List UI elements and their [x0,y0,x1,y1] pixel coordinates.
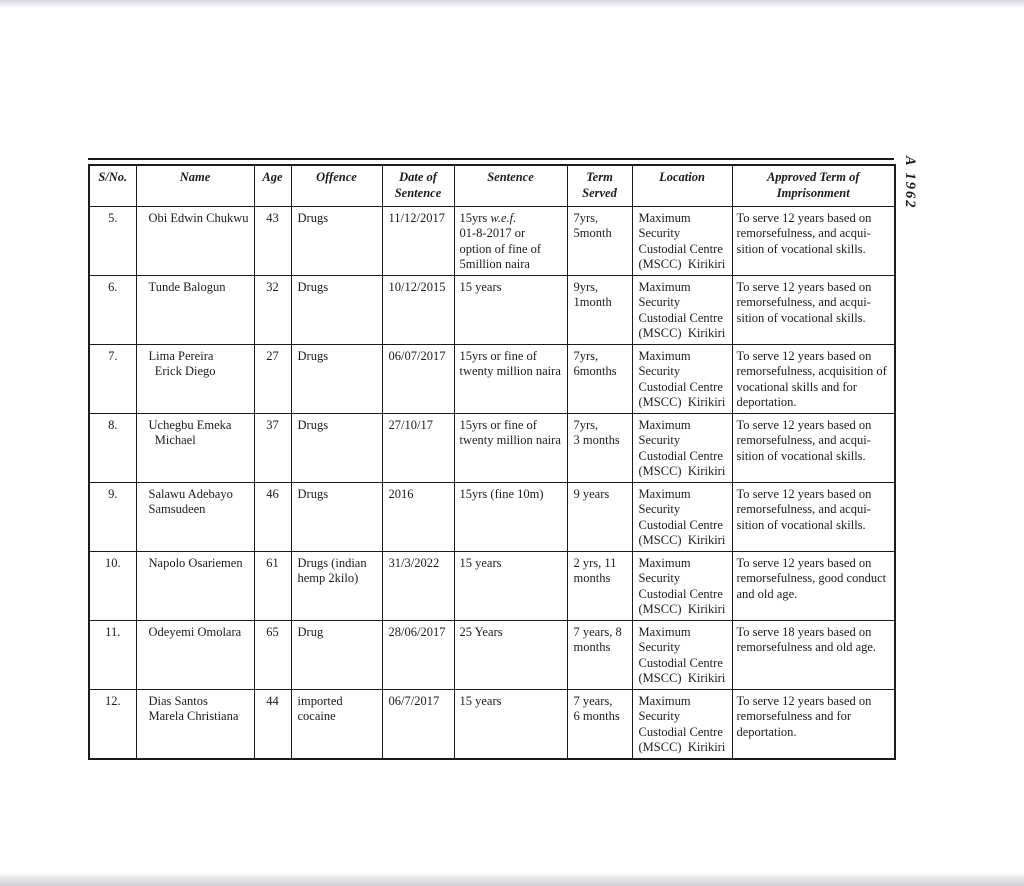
table-top-rule [88,158,894,160]
gazette-page-number: A 1962 [902,156,918,210]
cell-line: 32 [266,279,279,294]
cell-location [632,689,732,759]
cell-line: Drugs [297,348,329,363]
cell-line: remorsefulness and for [736,709,852,723]
cell-line: 7. [108,348,118,363]
header-row [89,165,895,206]
cell-line: 5million naira [459,257,530,271]
cell-line: Obi Edwin Chukwu [148,210,249,225]
cell-line: Custodial Centre [638,655,723,670]
table-row [89,344,895,413]
cell-line: Maximum [638,693,691,708]
column-header-sentence [454,165,567,206]
cell-line: Term [586,170,613,184]
cell-approved [732,689,895,759]
cell-term [567,206,632,275]
cell-line: (MSCC) Kirikiri [638,602,726,616]
column-header-name [136,165,254,206]
column-header-approved [732,165,895,206]
cell-location [632,206,732,275]
cell-age [254,482,291,551]
column-header-age [254,165,291,206]
cell-line: 6. [108,279,118,294]
cell-line: Marela Christiana [148,709,239,723]
cell-sno [89,206,136,275]
cell-line: 8. [108,417,118,432]
cell-line: 11/12/2017 [388,210,445,225]
cell-line: Drug [297,624,324,639]
scan-edge-bottom [0,872,1024,886]
cell-line: Michael [148,433,196,447]
cell-line: 7yrs, [573,417,599,432]
column-header-location [632,165,732,206]
cell-line: (MSCC) Kirikiri [638,326,726,340]
cell-line: Security [638,295,681,309]
cell-offence [291,620,382,689]
cell-line: 5month [573,226,612,240]
cell-line: Drugs [297,486,329,501]
cell-line: remorsefulness, and acqui- [736,433,871,447]
cell-name [136,413,254,482]
cell-line: remorsefulness, acquisition of [736,364,887,378]
cell-line: Lima Pereira [148,348,214,363]
cell-location [632,344,732,413]
cell-line: 9yrs, [573,279,599,294]
cell-line: Custodial Centre [638,448,723,463]
cell-approved [732,620,895,689]
cell-age [254,344,291,413]
cell-line: months [573,571,611,585]
cell-line: deportation. [736,724,797,739]
cell-line: deportation. [736,395,797,409]
cell-line: 15 years [459,279,502,294]
cell-location [632,620,732,689]
cell-term [567,413,632,482]
cell-date [382,482,454,551]
cell-sentence [454,620,567,689]
cell-line: Drugs [297,210,329,225]
cell-line: remorsefulness, good conduct [736,571,887,585]
cell-line: 11. [105,624,121,639]
cell-offence [291,482,382,551]
cell-line: 61 [266,555,279,570]
cell-date [382,689,454,759]
cell-term [567,482,632,551]
cell-line: Security [638,364,681,378]
cell-line: Drugs [297,279,329,294]
cell-line: option of fine of [459,241,542,256]
cell-date [382,413,454,482]
cell-line: sition of vocational skills. [736,241,866,256]
cell-line: vocational skills and for [736,379,857,394]
cell-date [382,275,454,344]
cell-name [136,344,254,413]
cell-age [254,275,291,344]
cell-sno [89,689,136,759]
cell-sentence [454,413,567,482]
cell-line: 7yrs, [573,348,599,363]
cell-line: twenty million naira [459,433,561,447]
cell-line: 06/07/2017 [388,348,446,363]
cell-term [567,551,632,620]
cell-line: Security [638,640,681,654]
cell-sno [89,482,136,551]
cell-line: 27/10/17 [388,417,433,432]
cell-line: 65 [266,624,279,639]
cell-line: 6months [573,364,617,378]
cell-line: 25 Years [459,624,503,639]
cell-sentence [454,206,567,275]
cell-line: Age [262,170,283,184]
cell-line: 46 [266,486,279,501]
cell-line: Name [179,170,211,184]
table-row [89,620,895,689]
cell-sno [89,620,136,689]
cell-line: remorsefulness, and acqui- [736,295,871,309]
prisoner-table [88,164,896,760]
cell-line: To serve 12 years based on [736,348,872,363]
table-row [89,413,895,482]
cell-line: 27 [266,348,279,363]
cell-line: 2016 [388,486,414,501]
cell-line: remorsefulness, and acqui- [736,502,871,516]
cell-line: Date of [399,170,437,184]
cell-line: sition of vocational skills. [736,310,866,325]
cell-age [254,620,291,689]
cell-age [254,413,291,482]
cell-name [136,620,254,689]
cell-line: To serve 18 years based on [736,624,872,639]
cell-line: 7 years, 8 [573,624,622,639]
cell-approved [732,275,895,344]
cell-line: remorsefulness, and acqui- [736,226,871,240]
cell-line: Custodial Centre [638,379,723,394]
cell-approved [732,344,895,413]
cell-line: To serve 12 years based on [736,693,872,708]
cell-line: (MSCC) Kirikiri [638,257,726,271]
cell-line: Offence [316,170,357,184]
cell-line: (MSCC) Kirikiri [638,533,726,547]
cell-line: Maximum [638,279,691,294]
cell-line: Maximum [638,486,691,501]
cell-line: Sentence [487,170,534,184]
cell-line: Security [638,433,681,447]
cell-offence [291,275,382,344]
cell-line: 12. [104,693,121,708]
cell-offence [291,413,382,482]
cell-line: Tunde Balogun [148,279,226,294]
cell-line: 15 years [459,555,502,570]
cell-sno [89,551,136,620]
cell-offence [291,344,382,413]
cell-line: 15 years [459,693,502,708]
cell-line: 43 [266,210,279,225]
cell-line: sition of vocational skills. [736,517,866,532]
cell-line: Maximum [638,624,691,639]
cell-line: Odeyemi Omolara [148,624,242,639]
cell-term [567,344,632,413]
cell-line: Approved Term of [766,170,860,184]
cell-line: 2 yrs, 11 [573,555,617,570]
cell-line: 5. [108,210,118,225]
cell-line: Dias Santos [148,693,208,708]
cell-approved [732,551,895,620]
table-row [89,206,895,275]
cell-location [632,413,732,482]
cell-line: Security [638,502,681,516]
cell-line: imported [297,693,343,708]
column-header-term [567,165,632,206]
cell-line: To serve 12 years based on [736,279,872,294]
table-row [89,689,895,759]
cell-sno [89,413,136,482]
cell-line: 7 years, [573,693,613,708]
cell-line: Drugs [297,417,329,432]
cell-approved [732,413,895,482]
cell-age [254,689,291,759]
cell-name [136,482,254,551]
cell-line: 06/7/2017 [388,693,440,708]
cell-line: 7yrs, [573,210,599,225]
cell-line: 9 years [573,486,610,501]
cell-line: Maximum [638,210,691,225]
cell-line: (MSCC) Kirikiri [638,464,726,478]
cell-age [254,551,291,620]
cell-line: (MSCC) Kirikiri [638,740,726,754]
cell-sentence [454,482,567,551]
cell-line: remorsefulness and old age. [736,640,877,654]
cell-line: Custodial Centre [638,310,723,325]
cell-location [632,482,732,551]
cell-line: 6 months [573,709,620,723]
cell-line: To serve 12 years based on [736,486,872,501]
cell-name [136,275,254,344]
cell-sno [89,275,136,344]
cell-line: 28/06/2017 [388,624,446,639]
cell-line: S/No. [98,170,128,184]
cell-name [136,206,254,275]
cell-sentence [454,689,567,759]
cell-line: Security [638,571,681,585]
cell-line: 31/3/2022 [388,555,440,570]
cell-line: Napolo Osariemen [148,555,243,570]
cell-line: 15yrs or fine of [459,417,537,432]
cell-line: Maximum [638,348,691,363]
cell-line: (MSCC) Kirikiri [638,395,726,409]
cell-sno [89,344,136,413]
cell-line: 1month [573,295,612,309]
cell-date [382,206,454,275]
cell-sentence [454,344,567,413]
cell-sentence [454,275,567,344]
cell-line: To serve 12 years based on [736,417,872,432]
cell-date [382,551,454,620]
cell-date [382,344,454,413]
cell-line: 15yrs w.e.f. [459,210,517,225]
cell-line: Erick Diego [148,364,216,378]
cell-offence [291,689,382,759]
cell-line: Maximum [638,555,691,570]
cell-approved [732,206,895,275]
cell-line: 44 [266,693,279,708]
column-header-sno [89,165,136,206]
cell-line: 10. [104,555,121,570]
cell-age [254,206,291,275]
cell-line: Salawu Adebayo [148,486,233,501]
cell-offence [291,206,382,275]
cell-line: 01-8-2017 or [459,226,526,240]
cell-line: To serve 12 years based on [736,555,872,570]
cell-line: Uchegbu Emeka [148,417,232,432]
cell-name [136,551,254,620]
cell-line: 15yrs (fine 10m) [459,486,544,501]
cell-line: Imprisonment [776,186,850,201]
cell-line: Custodial Centre [638,586,723,601]
cell-line: Location [659,170,705,184]
cell-line: Custodial Centre [638,241,723,256]
cell-line: (MSCC) Kirikiri [638,671,726,685]
cell-line: 15yrs or fine of [459,348,537,363]
cell-term [567,620,632,689]
cell-line: Maximum [638,417,691,432]
cell-line: 9. [108,486,118,501]
cell-term [567,275,632,344]
column-header-offence [291,165,382,206]
cell-location [632,275,732,344]
cell-date [382,620,454,689]
cell-line: Custodial Centre [638,517,723,532]
cell-line: To serve 12 years based on [736,210,872,225]
cell-line: Served [582,186,617,201]
cell-line: Sentence [394,186,442,201]
cell-line: Custodial Centre [638,724,723,739]
cell-sentence [454,551,567,620]
cell-line: hemp 2kilo) [297,571,359,585]
cell-approved [732,482,895,551]
cell-line: twenty million naira [459,364,561,378]
cell-line: and old age. [736,586,798,601]
cell-line: months [573,640,611,654]
cell-line: 37 [266,417,279,432]
cell-location [632,551,732,620]
table-row [89,275,895,344]
cell-line: sition of vocational skills. [736,448,866,463]
cell-term [567,689,632,759]
cell-line: Security [638,709,681,723]
table-row [89,551,895,620]
cell-name [136,689,254,759]
cell-line: 3 months [573,433,620,447]
scan-edge-top [0,0,1024,8]
column-header-date [382,165,454,206]
cell-line: Security [638,226,681,240]
cell-line: cocaine [297,709,336,723]
cell-offence [291,551,382,620]
cell-line: 10/12/2015 [388,279,446,294]
cell-line: Drugs (indian [297,555,367,570]
cell-line: Samsudeen [148,502,206,516]
table-row [89,482,895,551]
